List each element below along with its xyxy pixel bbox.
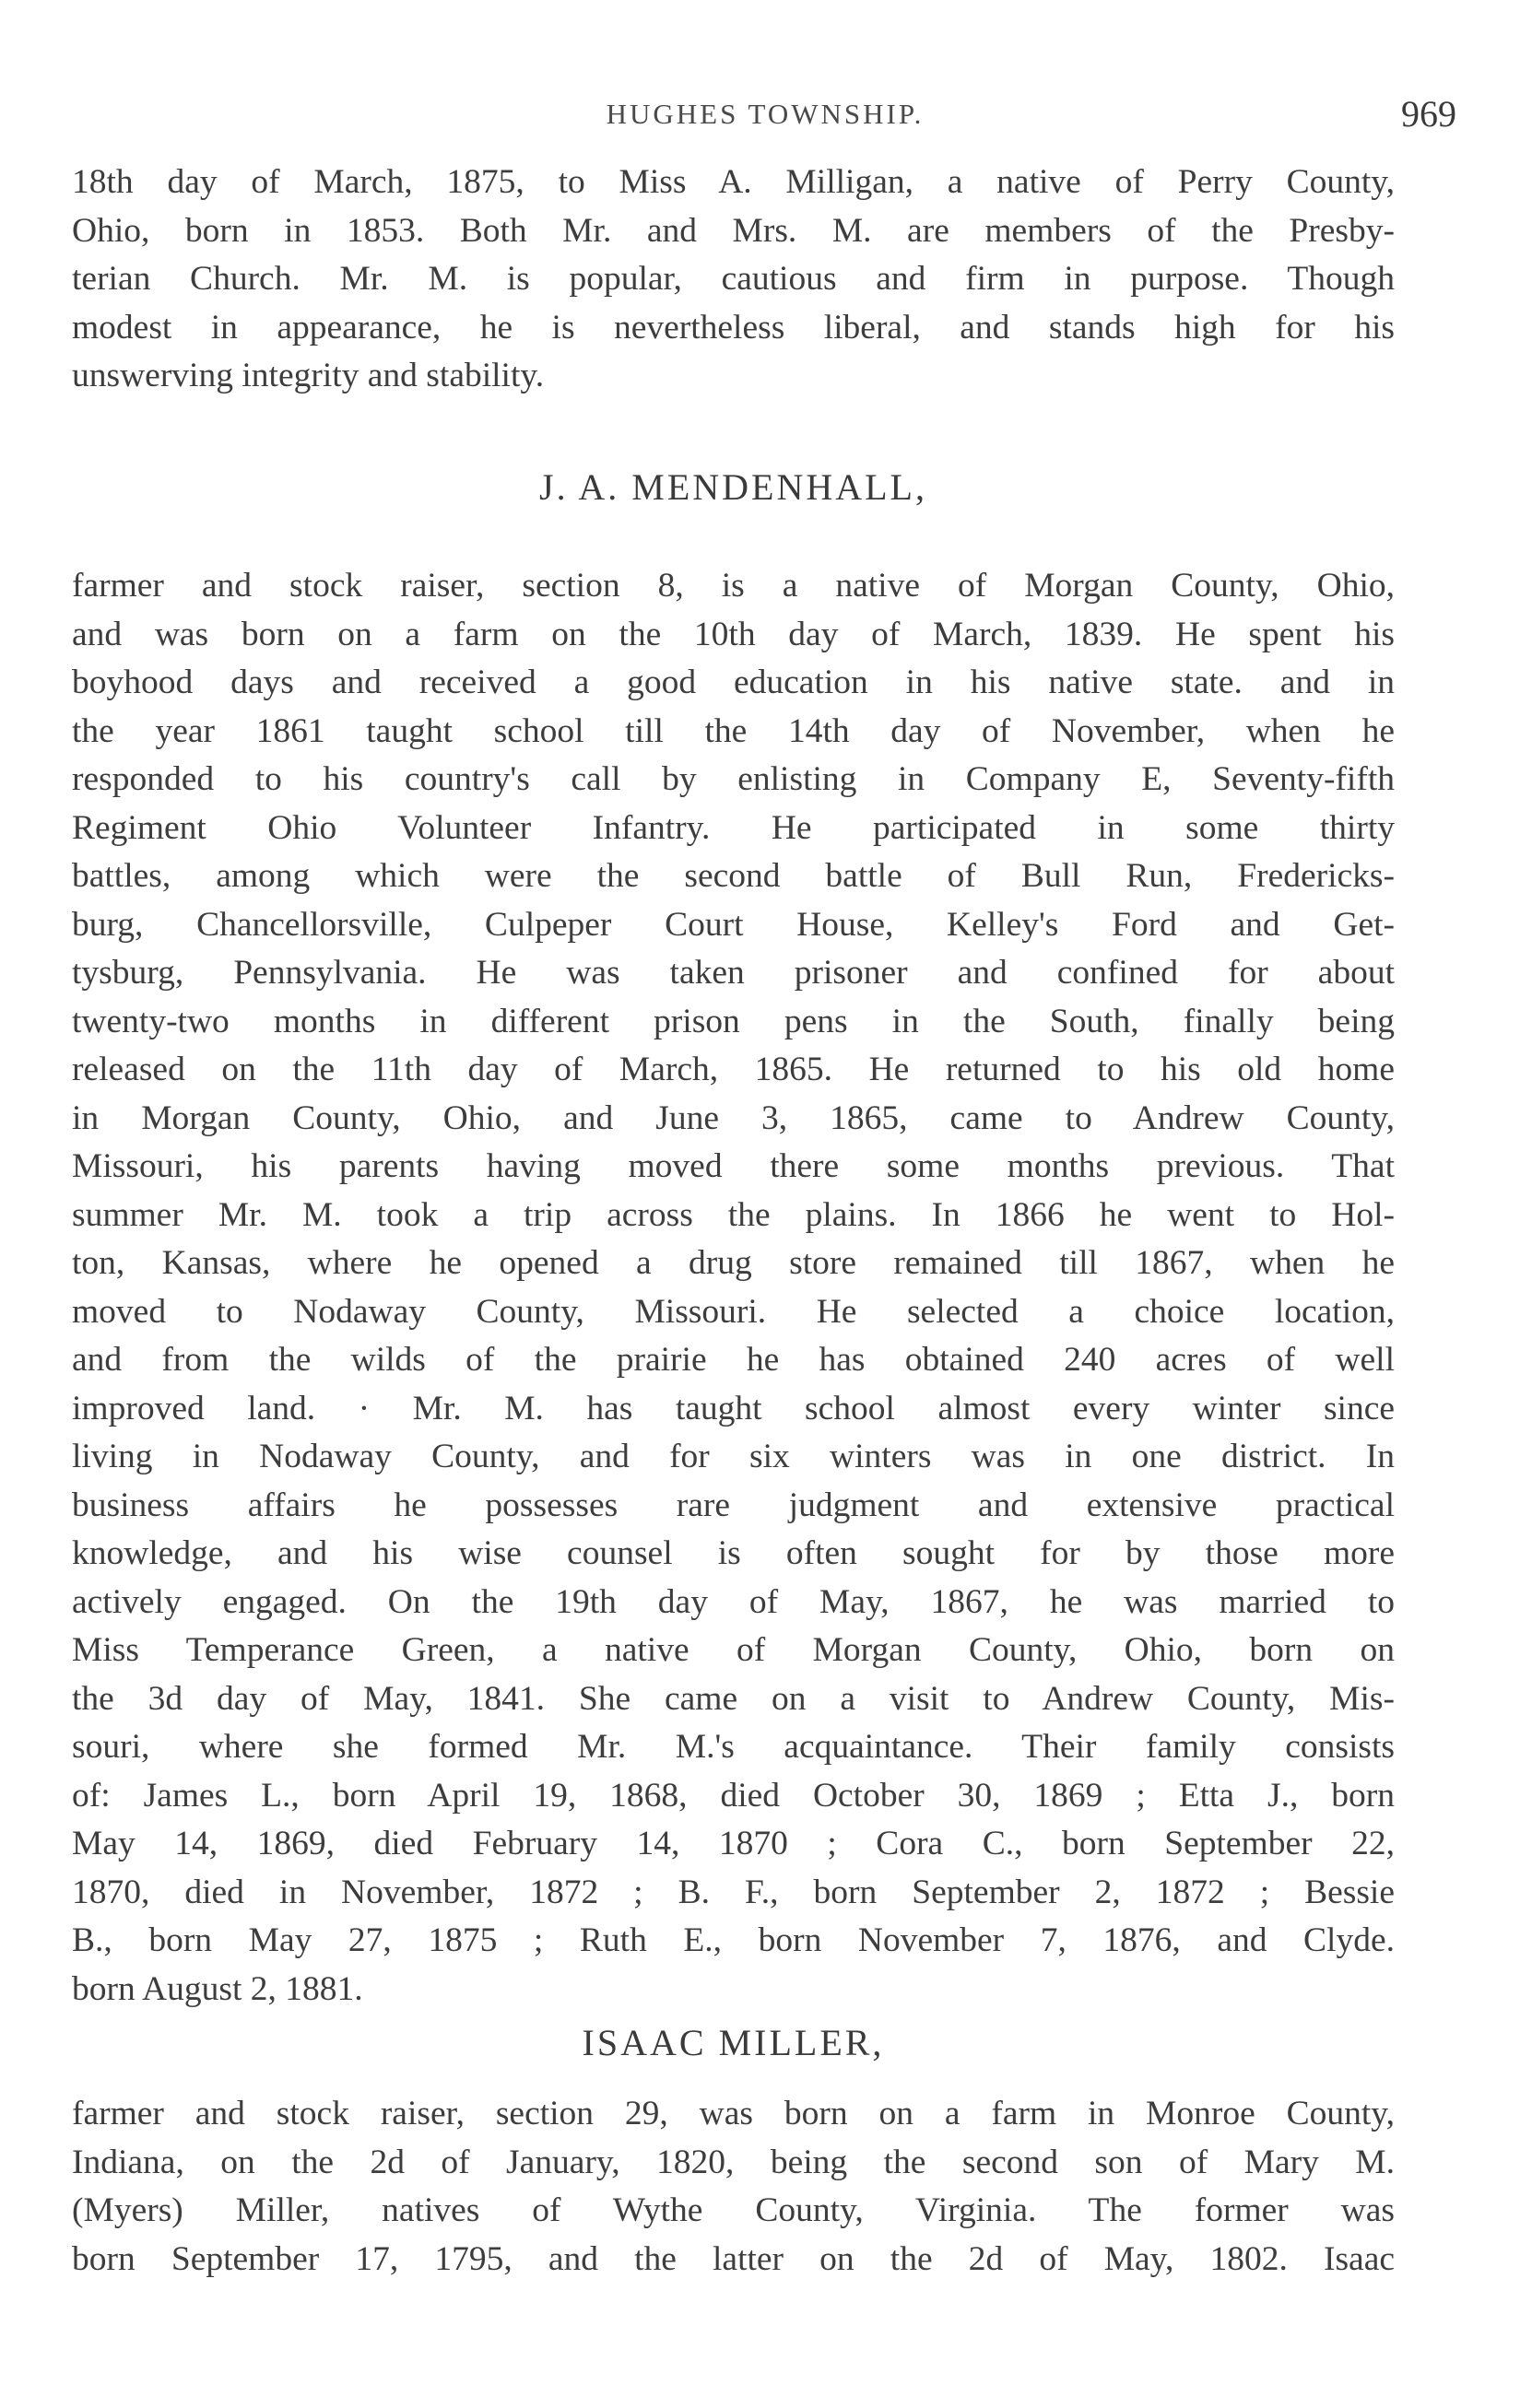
text-line: 1870, died in November, 1872 ; B. F., born September 2, 1872 ; Bessie xyxy=(72,1873,1395,1911)
text-line: souri, where she formed Mr. M.'s acquaintance. Their family consists xyxy=(72,1728,1395,1766)
text-line: Regiment Ohio Volunteer Infantry. He participated in some thirty xyxy=(72,808,1395,847)
text-line: born September 17, 1795, and the latter on the 2d of May, 1802. Isaac xyxy=(72,2239,1395,2278)
text-line: farmer and stock raiser, section 8, is a native of Morgan County, Ohio, xyxy=(72,567,1395,605)
text-line: Missouri, his parents having moved there some months previous. That xyxy=(72,1147,1395,1185)
text-line: tysburg, Pennsylvania. He was taken prisoner and confined for about xyxy=(72,954,1395,992)
text-line: actively engaged. On the 19th day of May, 1867, he was married to xyxy=(72,1582,1395,1621)
text-line: improved land. · Mr. M. has taught school almost every winter since xyxy=(72,1389,1395,1427)
section-heading-mendenhall: J. A. MENDENHALL, xyxy=(539,466,927,508)
text-line: business affairs he possesses rare judgment and extensive practical xyxy=(72,1486,1395,1524)
text-line: (Myers) Miller, natives of Wythe County, Virginia. The former was xyxy=(72,2191,1395,2229)
running-head xyxy=(74,92,1456,147)
text-line: responded to his country's call by enlisting in Company E, Seventy-fifth xyxy=(72,760,1395,798)
running-title: HUGHES TOWNSHIP. xyxy=(606,98,925,130)
text-line: knowledge, and his wise counsel is often sought for by those more xyxy=(72,1534,1395,1572)
text-line: battles, among which were the second battle of Bull Run, Fredericks- xyxy=(72,857,1395,895)
text-line: B., born May 27, 1875 ; Ruth E., born November 7, 1876, and Clyde. xyxy=(72,1921,1395,1959)
text-line: boyhood days and received a good education in his native state. and in xyxy=(72,664,1395,701)
biography-paragraph-miller xyxy=(72,2090,1395,2284)
section-heading-miller: ISAAC MILLER, xyxy=(582,2022,885,2063)
text-line: and from the wilds of the prairie he has obtained 240 acres of well xyxy=(72,1341,1395,1379)
text-line: released on the 11th day of March, 1865. He returned to his old home xyxy=(72,1051,1395,1088)
continuation-paragraph xyxy=(72,159,1395,401)
text-line: summer Mr. M. took a trip across the plains. In 1866 he went to Hol- xyxy=(72,1195,1395,1234)
text-line: 18th day of March, 1875, to Miss A. Milligan, a native of Perry County, xyxy=(72,163,1395,201)
biography-paragraph-mendenhall xyxy=(72,562,1395,2014)
text-line: the 3d day of May, 1841. She came on a visit to Andrew County, Mis- xyxy=(72,1679,1395,1718)
page-number: 969 xyxy=(1401,93,1456,135)
text-line: terian Church. Mr. M. is popular, cautious and firm in purpose. Though xyxy=(72,260,1395,298)
text-line: moved to Nodaway County, Missouri. He selected a choice location, xyxy=(72,1292,1395,1331)
text-line: Miss Temperance Green, a native of Morgan County, Ohio, born on xyxy=(72,1631,1395,1669)
text-line: May 14, 1869, died February 14, 1870 ; Cora C., born September 22, xyxy=(72,1825,1395,1862)
text-line: born August 2, 1881. xyxy=(72,1969,363,2008)
text-line: burg, Chancellorsville, Culpeper Court House, Kelley's Ford and Get- xyxy=(72,905,1395,944)
text-line: ton, Kansas, where he opened a drug store remained till 1867, when he xyxy=(72,1244,1395,1282)
text-line: farmer and stock raiser, section 29, was born on a farm in Monroe County, xyxy=(72,2095,1395,2132)
text-line: unswerving integrity and stability. xyxy=(72,357,545,394)
text-line: in Morgan County, Ohio, and June 3, 1865, came to Andrew County, xyxy=(72,1098,1395,1137)
text-line: twenty-two months in different prison pens in the South, finally being xyxy=(72,1002,1395,1040)
text-line: of: James L., born April 19, 1868, died October 30, 1869 ; Etta J., born xyxy=(72,1776,1395,1815)
text-line: the year 1861 taught school till the 14th day of November, when he xyxy=(72,711,1395,750)
text-line: Ohio, born in 1853. Both Mr. and Mrs. M. are members of the Presby- xyxy=(72,211,1395,250)
text-line: and was born on a farm on the 10th day of March, 1839. He spent his xyxy=(72,615,1395,653)
text-line: living in Nodaway County, and for six winters was in one district. In xyxy=(72,1438,1395,1475)
text-line: Indiana, on the 2d of January, 1820, being the second son of Mary M. xyxy=(72,2143,1395,2181)
text-line: modest in appearance, he is nevertheless liberal, and stands high for his xyxy=(72,308,1395,347)
